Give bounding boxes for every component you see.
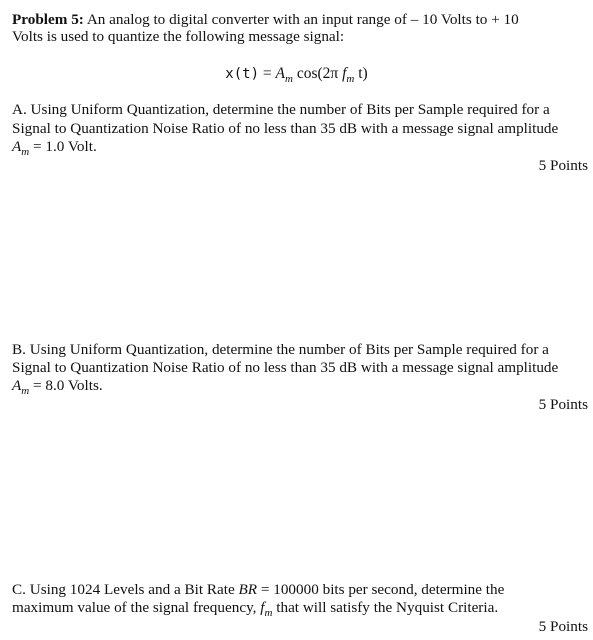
part-c-bit-rate-symbol: BR (238, 581, 258, 598)
part-a-amp-symbol: A (12, 138, 22, 155)
part-a-amplitude (12, 138, 97, 157)
equation-tail: t) (354, 65, 368, 82)
part-c-line-1-post: = 100000 bits per second, determine the (257, 581, 505, 598)
part-a-line-2: Signal to Quantization Noise Ratio of no less than 35 dB with a message signal amplitude (12, 120, 559, 137)
equation-amplitude-subscript: m (284, 73, 293, 85)
equation-amplitude: A (275, 65, 285, 82)
part-c-frequency-subscript: m (264, 607, 273, 619)
problem-intro-line-1 (12, 11, 519, 29)
part-b-amp-symbol: A (12, 377, 22, 394)
part-a-amp-value: = 1.0 Volt. (29, 138, 97, 155)
part-b-amp-subscript: m (21, 385, 30, 397)
problem-heading: Problem 5: (12, 11, 84, 28)
part-c-line-2-pre: maximum value of the signal frequency, (12, 599, 261, 616)
part-c-line-1-pre: C. Using 1024 Levels and a Bit Rate (12, 581, 239, 598)
problem-intro-text-1: An analog to digital converter with an input range of – 10 Volts to + 10 (86, 11, 519, 28)
problem-intro-line-2: Volts is used to quantize the following message signal: (12, 28, 345, 45)
part-b-line-2: Signal to Quantization Noise Ratio of no less than 35 dB with a message signal amplitude (12, 359, 559, 376)
part-c-frequency-symbol: f (260, 599, 265, 616)
part-c-line-2-post: that will satisfy the Nyquist Criteria. (272, 599, 499, 616)
part-b-amp-value: = 8.0 Volts. (29, 377, 103, 394)
equation-equals: = (259, 65, 276, 82)
part-a-line-1: A. Using Uniform Quantization, determine the number of Bits per Sample required for a (12, 101, 550, 118)
equation-frequency: f (342, 65, 347, 82)
part-c-line-1 (12, 581, 504, 599)
equation-cos: cos(2π (292, 65, 343, 82)
part-b-line-1: B. Using Uniform Quantization, determine the number of Bits per Sample required for a (12, 341, 549, 358)
part-b-amplitude (12, 377, 103, 396)
part-a-points: 5 Points (538, 157, 588, 174)
part-c-line-2 (12, 599, 498, 618)
equation-lhs: x(t) (225, 66, 260, 82)
part-b-points: 5 Points (538, 396, 588, 413)
equation-frequency-subscript: m (346, 73, 355, 85)
part-c-points: 5 Points (538, 618, 588, 635)
part-a-amp-subscript: m (21, 146, 30, 158)
message-signal-equation (0, 64, 593, 85)
